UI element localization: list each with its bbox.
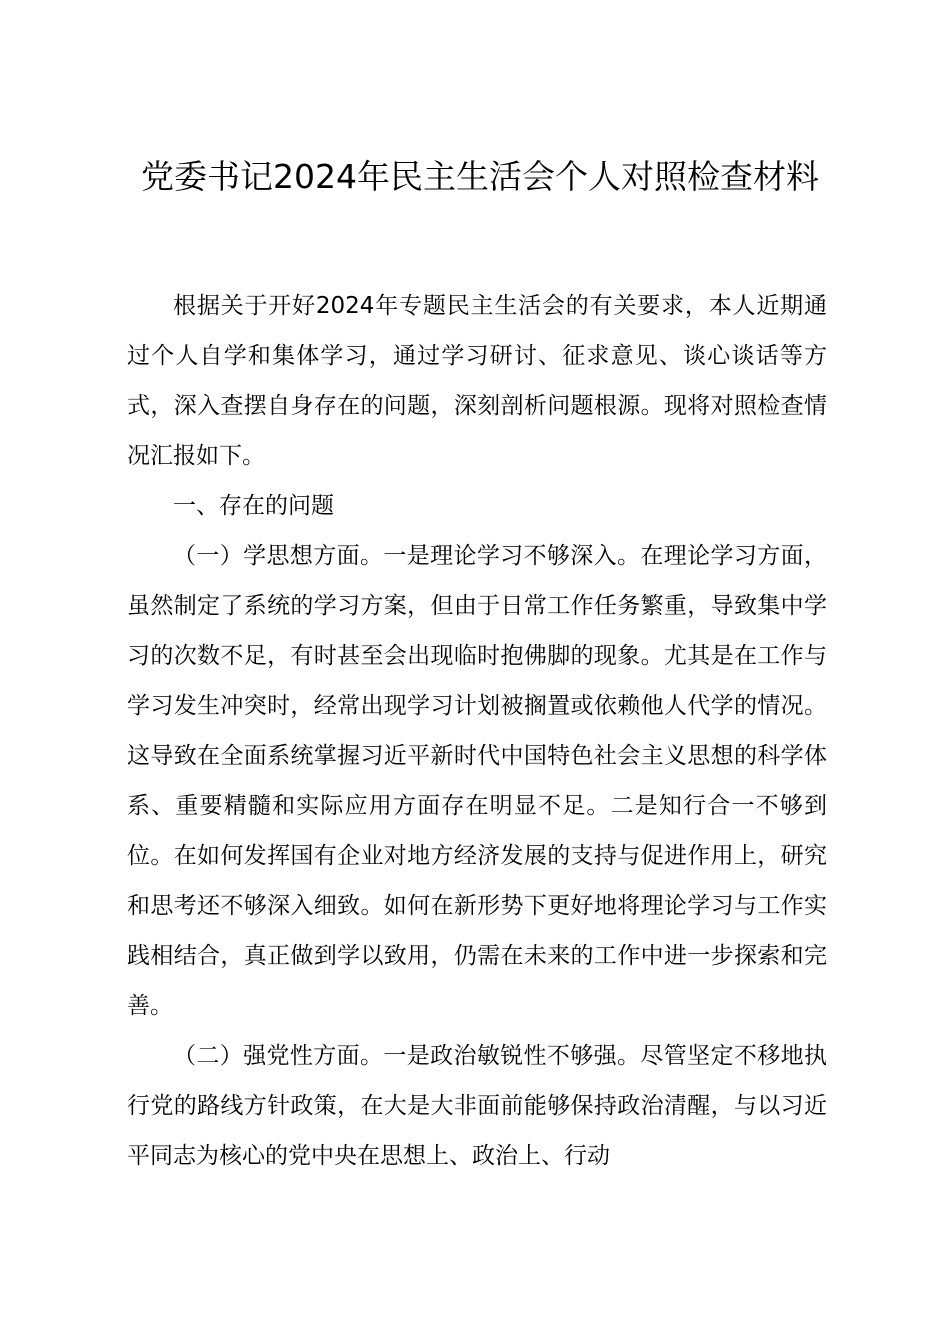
body-paragraph-party: （二）强党性方面。一是政治敏锐性不够强。尽管坚定不移地执行党的路线方针政策，在大是大非面前能够保持政治清醒，与以习近平同志为核心的党中央在思想上、政治上、行动 [127, 1043, 827, 1169]
document-title: 党委书记2024年民主生活会个人对照检查材料 [141, 157, 819, 196]
intro-paragraph: 根据关于开好2024年专题民主生活会的有关要求，本人近期通过个人自学和集体学习，通过学习研讨、征求意见、谈心谈话等方式，深入查摆自身存在的问题，深刻剖析问题根源。现将对照检查情况汇报如下。 [127, 293, 827, 469]
body-paragraph-study: （一）学思想方面。一是理论学习不够深入。在理论学习方面，虽然制定了系统的学习方案，但由于日常工作任务繁重，导致集中学习的次数不足，有时甚至会出现临时抱佛脚的现象。尤其是在工作与学习发生冲突时，经常出现学习计划被搁置或依赖他人代学的情况。这导致在全面系统掌握习近平新时代中国特色社会主义思想的科学体系、重要精髓和实际应用方面存在明显不足。二是知行合一不够到位。在如何发挥国有企业对地方经济发展的支持与促进作用上，研究和思考还不够深入细致。如何在新形势下更好地将理论学习与工作实践相结合，真正做到学以致用，仍需在未来的工作中进一步探索和完善。 [127, 543, 827, 1019]
section-heading: 一、存在的问题 [173, 493, 334, 519]
